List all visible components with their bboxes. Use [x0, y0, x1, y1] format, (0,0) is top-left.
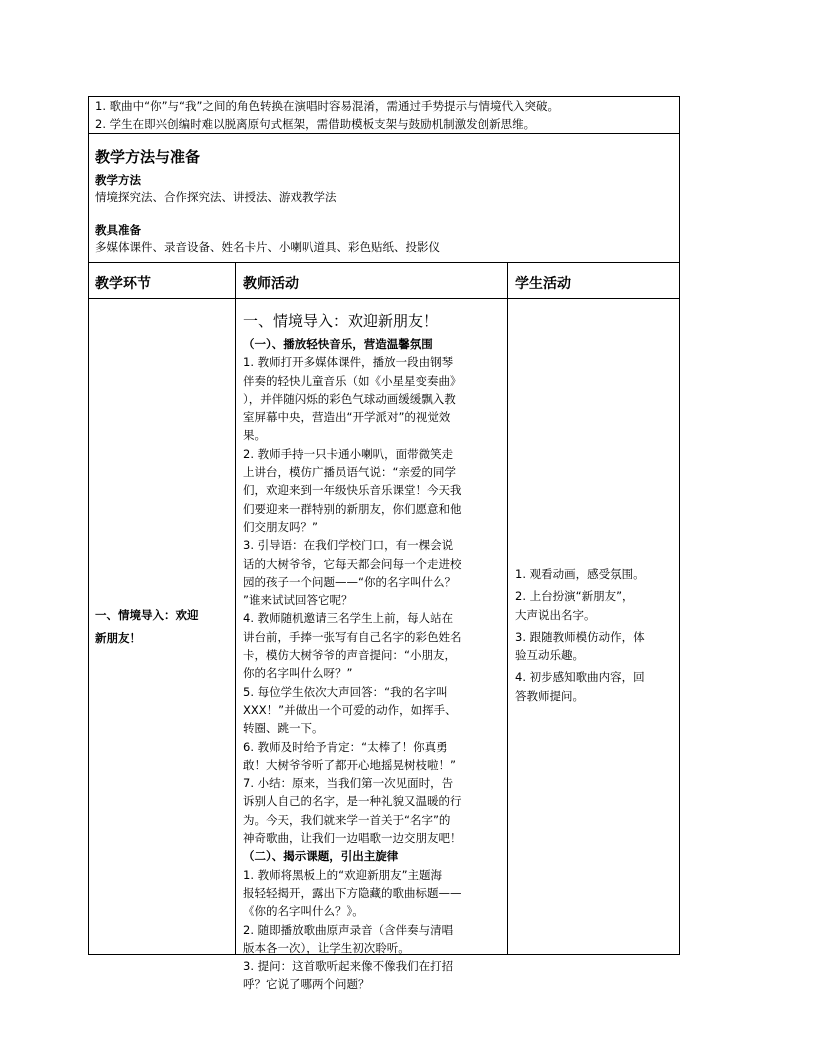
stage-line-1: 一、情境导入：欢迎: [95, 608, 199, 622]
teacher-activity-line: 5. 每位学生依次大声回答：“我的名字叫: [243, 684, 448, 699]
teacher-activity-line: 你的名字叫什么呀？”: [243, 666, 353, 681]
header-teaching-stage: 教学环节: [95, 276, 151, 292]
teacher-activity-line: 3. 提问：这首歌听起来像不像我们在打招: [243, 959, 454, 974]
teacher-activity-lines: [243, 335, 462, 994]
student-activity-line: 3. 跟随教师模仿动作，体: [515, 629, 645, 644]
methods-text: 情境探究法、合作探究法、讲授法、游戏教学法: [95, 190, 337, 204]
teacher-activity-line: （一）、播放轻快音乐，营造温馨氛围: [243, 337, 433, 351]
teacher-activity-cell: [243, 310, 462, 994]
teacher-activity-line: 《你的名字叫什么？》。: [243, 904, 364, 919]
student-activity-line: 验互动乐趣。: [515, 648, 584, 663]
teacher-activity-line: 呼？它说了哪两个问题？: [243, 977, 370, 992]
teacher-activity-line: 诉别人自己的名字，是一种礼貌又温暖的行: [243, 794, 462, 809]
student-activity-line: 1. 观看动画，感受氛围。: [515, 567, 645, 581]
student-activity-line: 大声说出名字。: [515, 607, 596, 622]
teacher-activity-line: 伴奏的轻快儿童音乐（如《小星星变奏曲》: [243, 373, 462, 388]
table-header-bottom: [88, 298, 680, 299]
teacher-activity-line: （二）、揭示课题，引出主旋律: [243, 849, 399, 864]
difficulty-item-1: 1. 歌曲中“你”与“我”之间的角色转换在演唱时容易混淆，需通过手势提示与情境代入突破。: [95, 99, 559, 113]
teacher-activity-title: 一、情境导入：欢迎新朋友！: [243, 312, 439, 330]
teacher-activity-line: 7. 小结：原来，当我们第一次见面时，告: [243, 776, 454, 791]
table-col-divider-2: [507, 262, 508, 955]
teacher-activity-line: 1. 教师将黑板上的“欢迎新朋友”主题海: [243, 867, 443, 882]
teacher-activity-line: 卡，模仿大树爷爷的声音提问：“小朋友，: [243, 648, 456, 663]
stage-cell: [95, 606, 199, 647]
teacher-activity-line: 果。: [243, 428, 266, 443]
teacher-activity-line: 6. 教师及时给予肯定：“太棒了！你真勇: [243, 739, 448, 754]
methods-section: [95, 147, 440, 256]
student-activity-line: 答教师提问。: [515, 688, 584, 703]
teacher-activity-line: 版本各一次），让学生初次聆听。: [243, 940, 410, 955]
stage-line-2: 新朋友！: [95, 631, 141, 645]
teacher-activity-line: 神奇歌曲，让我们一边唱歌一边交朋友吧！: [243, 831, 462, 846]
student-activity-line: 4. 初步感知歌曲内容，回: [515, 670, 645, 685]
teacher-activity-line: 2. 随即播放歌曲原声录音（含伴奏与清唱: [243, 922, 454, 937]
teacher-activity-line: 报轻轻揭开，露出下方隐藏的歌曲标题——: [243, 885, 462, 900]
teacher-activity-line: 们交朋友吗？”: [243, 519, 318, 534]
divider-before-table: [88, 262, 680, 263]
teacher-activity-line: 为。今天，我们就来学一首关于“名字”的: [243, 812, 451, 827]
teacher-activity-line: 上讲台，模仿广播员语气说：“亲爱的同学: [243, 465, 456, 480]
teacher-activity-line: 园的孩子一个问题——“你的名字叫什么？: [243, 574, 456, 589]
teacher-activity-line: 敢！大树爷爷听了都开心地摇晃树枝啦！”: [243, 757, 456, 772]
frame-top-border: [88, 96, 680, 97]
teacher-activity-line: ”谁来试试回答它呢？: [243, 593, 353, 608]
frame-right-border: [679, 96, 680, 955]
tools-label: 教具准备: [95, 223, 141, 237]
teacher-activity-line: ），并伴随闪烁的彩色气球动画缓缓飘入教: [243, 391, 456, 406]
methods-section-title: 教学方法与准备: [95, 148, 201, 166]
difficulties-block: [95, 98, 559, 133]
teacher-activity-line: XXX！”并做出一个可爱的动作，如挥手、: [243, 702, 457, 717]
table-col-divider-1: [235, 262, 236, 955]
header-teacher-activity: 教师活动: [243, 276, 299, 292]
tools-text: 多媒体课件、录音设备、姓名卡片、小喇叭道具、彩色贴纸、投影仪: [95, 240, 440, 254]
teacher-activity-line: 讲台前，手捧一张写有自己名字的彩色姓名: [243, 629, 462, 644]
teacher-activity-line: 3. 引导语：在我们学校门口，有一棵会说: [243, 538, 454, 553]
header-student-activity: 学生活动: [515, 276, 571, 292]
divider-after-difficulties: [88, 133, 680, 134]
teacher-activity-line: 们要迎来一群特别的新朋友，你们愿意和他: [243, 501, 462, 516]
teacher-activity-line: 4. 教师随机邀请三名学生上前，每人站在: [243, 611, 454, 626]
teacher-activity-line: 话的大树爷爷，它每天都会问每一个走进校: [243, 556, 462, 571]
student-activity-lines: [515, 565, 645, 705]
student-activity-line: 2. 上台扮演“新朋友”，: [515, 589, 634, 604]
frame-left-border: [88, 96, 89, 955]
teacher-activity-line: 1. 教师打开多媒体课件，播放一段由钢琴: [243, 355, 454, 370]
teacher-activity-line: 2. 教师手持一只卡通小喇叭，面带微笑走: [243, 446, 454, 461]
teacher-activity-line: 室屏幕中央，营造出“开学派对”的视觉效: [243, 410, 451, 425]
methods-label: 教学方法: [95, 173, 141, 187]
student-activity-cell: [515, 565, 645, 705]
teacher-activity-line: 们，欢迎来到一年级快乐音乐课堂！今天我: [243, 483, 462, 498]
teacher-activity-line: 转圈、跳一下。: [243, 721, 324, 736]
difficulty-item-2: 2. 学生在即兴创编时难以脱离原句式框架，需借助模板支架与鼓励机制激发创新思维。: [95, 117, 536, 131]
